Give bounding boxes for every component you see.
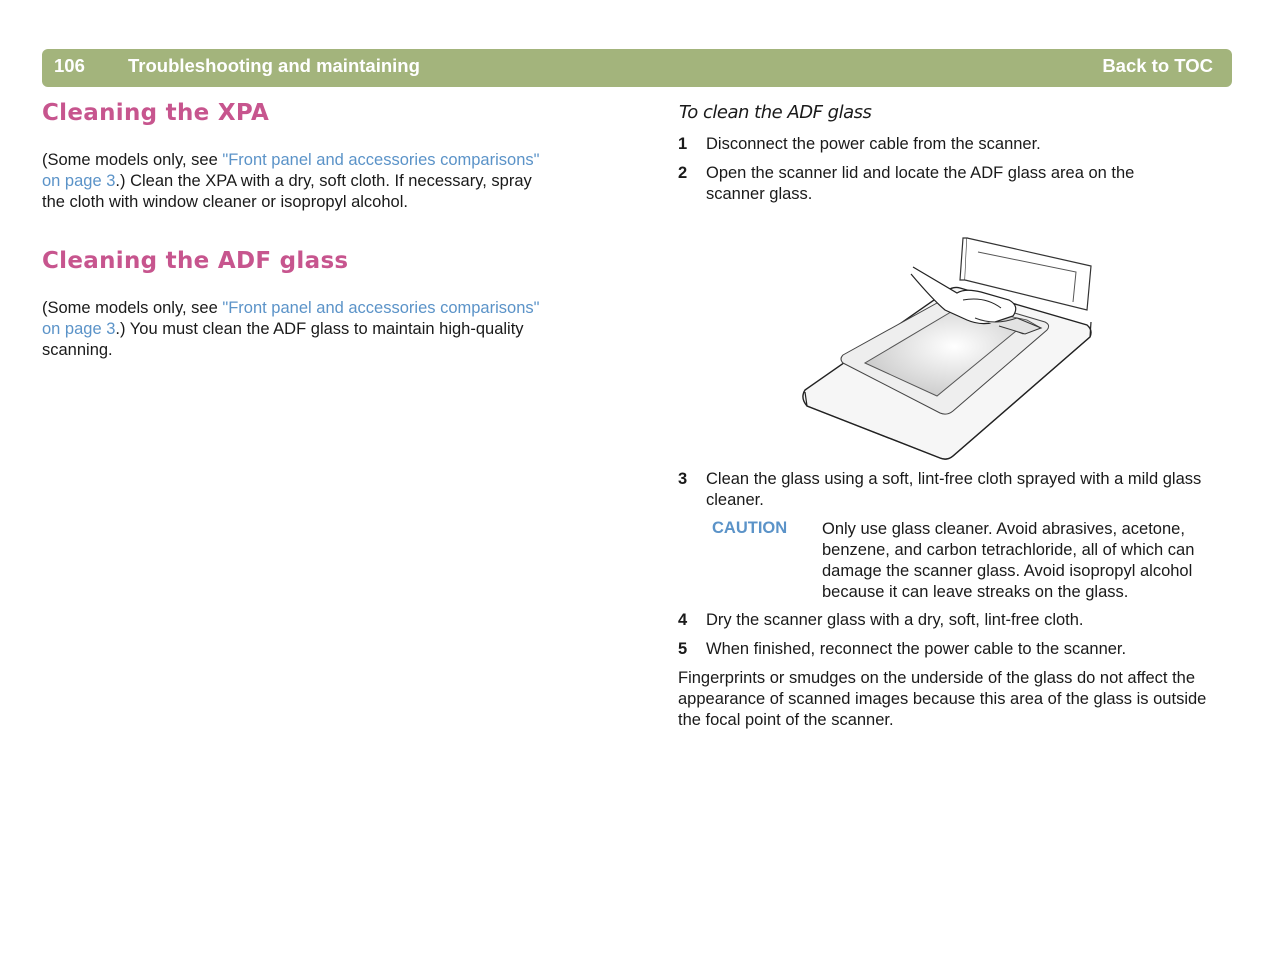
xpa-link-comparisons[interactable]: "Front panel and accessories comparisons"	[222, 151, 540, 169]
adf-text-start: (Some models only, see	[42, 299, 223, 317]
step-text: Dry the scanner glass with a dry, soft, lint-free cloth.	[706, 611, 1084, 629]
adf-paragraph	[42, 298, 602, 361]
adf-text-end: scanning.	[42, 341, 113, 359]
section-title: Troubleshooting and maintaining	[128, 55, 420, 76]
step-number: 1	[678, 135, 688, 153]
back-to-toc-link[interactable]: Back to TOC	[1102, 55, 1213, 76]
xpa-link-page[interactable]: on page 3	[42, 172, 116, 190]
page-number: 106	[54, 55, 85, 76]
heading-cleaning-adf: Cleaning the ADF glass	[42, 248, 349, 274]
xpa-text-end: the cloth with window cleaner or isopropyl alcohol.	[42, 193, 408, 211]
step-text: Open the scanner lid and locate the ADF glass area on the scanner glass.	[706, 164, 1135, 203]
xpa-text-start: (Some models only, see	[42, 151, 223, 169]
step-number: 5	[678, 640, 688, 658]
caution-label: CAUTION	[712, 519, 788, 537]
step-text: Clean the glass using a soft, lint-free cloth sprayed with a mild glass cleaner.	[706, 470, 1202, 509]
step-number: 3	[678, 470, 688, 488]
adf-link-comparisons[interactable]: "Front panel and accessories comparisons"	[222, 299, 540, 317]
xpa-paragraph	[42, 150, 602, 213]
step-number: 4	[678, 611, 688, 629]
closing-paragraph: Fingerprints or smudges on the underside of the glass do not affect the appearance of scanned images because this area of the glass is outside the focal point of the scanner.	[678, 669, 1207, 729]
adf-text-middle: .) You must clean the ADF glass to maintain high-quality	[115, 320, 524, 338]
step-text: Disconnect the power cable from the scanner.	[706, 135, 1041, 153]
xpa-text-middle: .) Clean the XPA with a dry, soft cloth. If necessary, spray	[115, 172, 532, 190]
adf-link-page[interactable]: on page 3	[42, 320, 116, 338]
caution-text: Only use glass cleaner. Avoid abrasives, acetone, benzene, and carbon tetrachloride, all of which can damage the scanner glass. Avoid isopropyl alcohol because it can leave streaks on the glass.	[822, 520, 1195, 601]
procedure-title: To clean the ADF glass	[679, 102, 872, 123]
scanner-cleaning-illustration	[795, 230, 1100, 465]
header-bar	[42, 49, 1232, 87]
heading-cleaning-xpa: Cleaning the XPA	[42, 100, 270, 126]
step-text: When finished, reconnect the power cable to the scanner.	[706, 640, 1127, 658]
step-number: 2	[678, 164, 688, 182]
